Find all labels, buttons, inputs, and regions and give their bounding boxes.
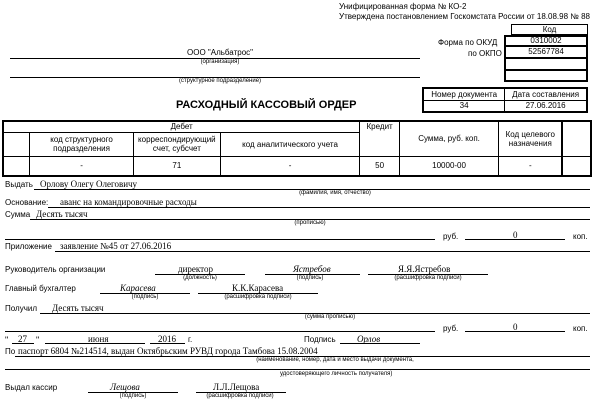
accountant-sign: Карасева xyxy=(120,283,156,293)
year-line xyxy=(150,343,185,344)
cashier-sign: Лещова xyxy=(110,382,140,392)
accounting-table xyxy=(2,120,592,177)
number-label: Номер документа xyxy=(423,88,505,100)
head-sign-caption: (подпись) xyxy=(296,275,324,281)
code-title: Код xyxy=(542,25,557,34)
received-label: Получил xyxy=(5,304,37,313)
account-header: корреспондирующий счет, субсчет xyxy=(133,132,220,156)
basis-line xyxy=(48,207,590,208)
sum-caption: (прописью) xyxy=(294,220,326,226)
empty-cell-last xyxy=(562,156,591,176)
amount-header: Сумма, руб. коп. xyxy=(399,121,498,156)
head-decode-caption: (расшифровка подписи) xyxy=(394,275,462,281)
cashier-name: Л.Л.Лещова xyxy=(213,382,260,392)
code-header-cell xyxy=(511,24,588,35)
issue-value: Орлову Олегу Олеговичу xyxy=(40,179,138,189)
cell-division-code: - xyxy=(30,156,134,176)
debit-header: Дебет xyxy=(3,121,360,132)
attachment-label: Приложение xyxy=(5,242,52,251)
division-code-header: код структурного подразделения xyxy=(30,132,134,156)
empty-code-cell-2 xyxy=(504,70,588,82)
empty-cell xyxy=(3,156,30,176)
okpo-label: по ОКПО xyxy=(468,49,502,58)
credit-header: Кредит xyxy=(360,121,400,156)
document-title: РАСХОДНЫЙ КАССОВЫЙ ОРДЕР xyxy=(176,99,357,111)
date-label: Дата составления xyxy=(505,88,587,100)
attachment-value: заявление №45 от 27.06.2016 xyxy=(60,241,172,251)
cashier-label: Выдал кассир xyxy=(5,383,58,392)
received-sign-line xyxy=(340,343,420,344)
head-label: Руководитель организации xyxy=(5,265,106,274)
empty-code-cell-1 xyxy=(504,58,588,70)
issue-label: Выдать xyxy=(5,180,33,189)
organization-caption: (организация) xyxy=(200,59,240,65)
cashier-sign-caption: (подпись) xyxy=(119,393,147,399)
basis-value: аванс на командировочные расходы xyxy=(60,197,197,207)
date-open-quote: " xyxy=(5,335,9,345)
cell-credit: 50 xyxy=(360,156,400,176)
doc-caption: (наименование, номер, дата и место выдачи документа, xyxy=(256,357,414,363)
received-caption: (сумма прописью) xyxy=(304,314,356,320)
division-caption: (структурное подразделение) xyxy=(178,78,262,84)
received-kop: коп. xyxy=(573,324,588,333)
cashier-decode-caption: (расшифровка подписи) xyxy=(206,393,274,399)
analytic-code-header: код аналитического учета xyxy=(220,132,360,156)
head-sign: Ястребов xyxy=(293,264,331,274)
received-sign-value: Орлов xyxy=(357,334,381,344)
day-line xyxy=(12,343,34,344)
empty-subheader xyxy=(3,132,30,156)
accountant-sign-caption: (подпись) xyxy=(131,294,159,300)
by-label: По xyxy=(5,347,16,356)
accountant-name: К.К.Карасева xyxy=(232,283,284,293)
okud-label: Форма по ОКУД xyxy=(438,38,498,47)
okpo-cell xyxy=(504,46,588,58)
year-suffix: г. xyxy=(188,335,193,344)
sum-label: Сумма xyxy=(5,210,31,219)
form-name: Унифицированная форма № КО-2 xyxy=(339,2,467,11)
received-line-2 xyxy=(5,331,435,332)
attachment-line xyxy=(55,251,590,252)
document-number-table xyxy=(422,87,588,113)
basis-label: Основание: xyxy=(5,198,49,207)
month-line xyxy=(45,343,145,344)
received-kop-value: 0 xyxy=(513,322,518,332)
date-close-quote: " xyxy=(36,335,40,345)
cell-target-code: - xyxy=(499,156,563,176)
cell-amount: 10000-00 xyxy=(399,156,498,176)
by-value: паспорт 6804 №214514, выдан Октябрьским РУВД города Тамбова 15.08.2004 xyxy=(18,346,318,356)
head-position-caption: (должность) xyxy=(183,275,217,281)
sum-line-2 xyxy=(5,239,435,240)
received-year: 2016 xyxy=(158,334,176,344)
target-code-header: Код целевого назначения xyxy=(499,121,563,156)
organization-name: ООО "Альбатрос" xyxy=(187,48,253,57)
okud-cell xyxy=(504,35,588,46)
cell-account: 71 xyxy=(133,156,220,176)
received-value: Десять тысяч xyxy=(52,303,104,313)
received-rub: руб. xyxy=(443,324,459,333)
identity-line xyxy=(5,369,590,370)
document-date: 27.06.2016 xyxy=(505,100,587,112)
accountant-decode-caption: (расшифровка подписи) xyxy=(224,294,292,300)
head-position: директор xyxy=(178,264,213,274)
sum-value: Десять тысяч xyxy=(36,209,88,219)
sum-kop-value: 0 xyxy=(513,230,518,240)
accountant-label: Главный бухгалтер xyxy=(5,284,76,293)
okpo-value: 52567784 xyxy=(528,47,564,56)
okud-value: 0310002 xyxy=(530,36,562,45)
issue-caption: (фамилия, имя, отчество) xyxy=(299,190,371,196)
empty-header xyxy=(562,121,591,156)
cell-analytic-code: - xyxy=(220,156,360,176)
head-name: Я.Я.Ястребов xyxy=(398,264,451,274)
identity-caption: удостоверяющего личность получателя) xyxy=(280,371,393,377)
sum-kop: коп. xyxy=(573,232,588,241)
received-day: 27 xyxy=(18,334,27,344)
received-sign-label: Подпись xyxy=(304,335,336,344)
sum-rub: руб. xyxy=(443,232,459,241)
approval-text: Утверждена постановлением Госкомстата России от 18.08.98 № 88 xyxy=(339,12,590,21)
document-number: 34 xyxy=(423,100,505,112)
received-month: июня xyxy=(88,334,109,344)
